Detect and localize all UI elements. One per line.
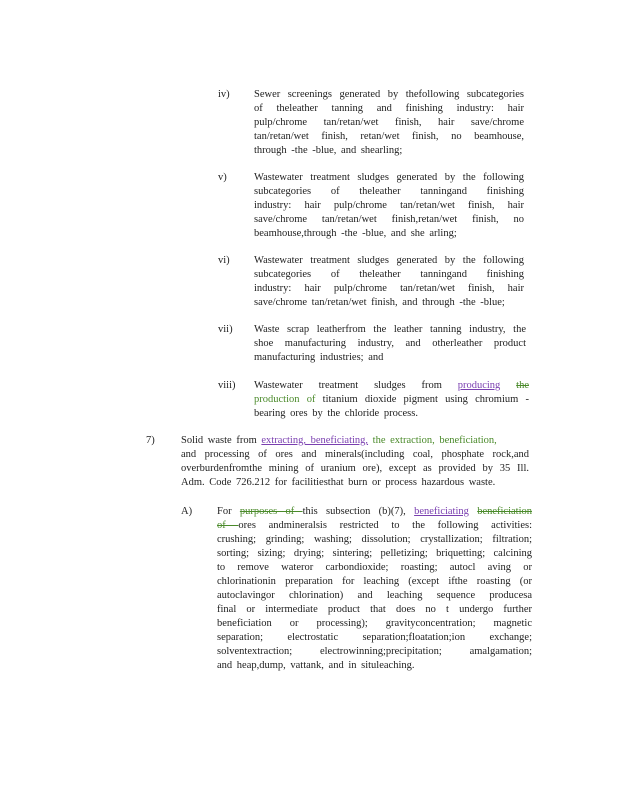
text-line: separation; electrostatic separation;floatation;ion exchange; <box>217 632 532 643</box>
text-line: pulp/chrome tan/retan/wet finish, hair save/chrome <box>254 117 524 128</box>
green-text: the extraction, beneficiation, <box>368 435 497 446</box>
text-line: beamhouse,through -the -blue, and she arling; <box>254 228 457 239</box>
text-line: sorting; sizing; drying; sintering; pelletizing; briquetting; calcining <box>217 548 532 559</box>
text-line: beneficiation or processing); gravityconcentration; magnetic <box>217 618 532 629</box>
text-line: overburdenfromthe mining of uranium ore), except as provided by 35 Ill. <box>181 463 529 474</box>
text-line <box>217 505 532 519</box>
item-vi-text <box>254 254 524 310</box>
inserted-text: beneficiating <box>414 506 469 517</box>
text-line: save/chrome tan/retan/wet finish,retan/wet finish, no <box>254 214 524 225</box>
text-line: final or intermediate product that does no t undergo further <box>217 604 532 615</box>
text-line: Adm. Code 726.212 for facilitiesthat burn or process hazardous waste. <box>181 477 496 488</box>
text-line: solventextraction; electrowinning;precipitation; amalgamation; <box>217 646 532 657</box>
text-line: through -the -blue, and shearling; <box>254 145 403 156</box>
text-line: industry: hair pulp/chrome tan/retan/wet finish, hair <box>254 200 524 211</box>
text-line: save/chrome tan/retan/wet finish, and through -the -blue; <box>254 297 505 308</box>
item-label-iv: iv) <box>218 89 230 100</box>
deleted-text: the <box>516 380 529 391</box>
text-run: For <box>217 506 240 517</box>
text-line <box>254 379 529 393</box>
text-line: Wastewater treatment sludges generated by the following <box>254 255 524 266</box>
green-text: production of <box>254 394 316 405</box>
text-line: Wastewater treatment sludges generated by the following <box>254 172 524 183</box>
text-line: subcategories of theleather tanningand finishing <box>254 269 524 280</box>
text-line <box>217 519 532 533</box>
item-label-7: 7) <box>146 435 155 446</box>
text-line: of theleather tanning and finishing industry: hair <box>254 103 524 114</box>
text-line <box>254 393 529 407</box>
text-line: manufacturing industries; and <box>254 352 384 363</box>
item-label-vii: vii) <box>218 324 233 335</box>
text-line: autoclavingor chlorination) and leaching sequence producesa <box>217 590 532 601</box>
item-v-text <box>254 171 524 241</box>
item-viii-text <box>254 379 529 421</box>
text-line: Sewer screenings generated by thefollowing subcategories <box>254 89 524 100</box>
text-line: and processing of ores and minerals(including coal, phosphate rock,and <box>181 449 529 460</box>
item-label-A: A) <box>181 506 193 517</box>
inserted-text: producing <box>457 380 501 391</box>
text-line: tan/retan/wet finish, retan/wet finish, no beamhouse, <box>254 131 524 142</box>
deleted-text: of <box>217 520 239 531</box>
item-7-text <box>181 434 529 490</box>
deleted-text: beneficiation <box>477 506 532 517</box>
text-line: crushing; grinding; washing; dissolution; crystallization; filtration; <box>217 534 532 545</box>
item-A-text <box>217 505 532 673</box>
text-line: industry: hair pulp/chrome tan/retan/wet finish, hair <box>254 283 524 294</box>
text-line: bearing ores by the chloride process. <box>254 408 418 419</box>
deleted-text: purposes of <box>239 506 303 517</box>
item-label-v: v) <box>218 172 227 183</box>
text-run: ores andmineralsis restricted to the following activities: <box>238 520 532 531</box>
text-run: Solid waste from <box>181 435 262 446</box>
item-label-viii: viii) <box>218 380 236 391</box>
text-run: this subsection (b)(7), <box>302 506 415 517</box>
item-iv-text <box>254 88 524 158</box>
text-line: shoe manufacturing industry, and otherleather product <box>254 338 526 349</box>
text-line <box>181 434 529 448</box>
text-run: titanium dioxide pigment using chromium - <box>315 394 529 405</box>
inserted-text: extracting, beneficiating, <box>261 435 369 446</box>
text-line: subcategories of theleather tanningand finishing <box>254 186 524 197</box>
text-line: chlorinationin preparation for leaching (except ifthe roasting (or <box>217 576 532 587</box>
text-line: to remove wateror carbondioxide; roasting; autocl aving or <box>217 562 532 573</box>
item-vii-text <box>254 323 526 365</box>
text-line: Waste scrap leatherfrom the leather tanning industry, the <box>254 324 526 335</box>
text-run: Wastewater treatment sludges from <box>254 380 458 391</box>
item-label-vi: vi) <box>218 255 230 266</box>
text-line: and heap,dump, vattank, and in situleaching. <box>217 660 415 671</box>
